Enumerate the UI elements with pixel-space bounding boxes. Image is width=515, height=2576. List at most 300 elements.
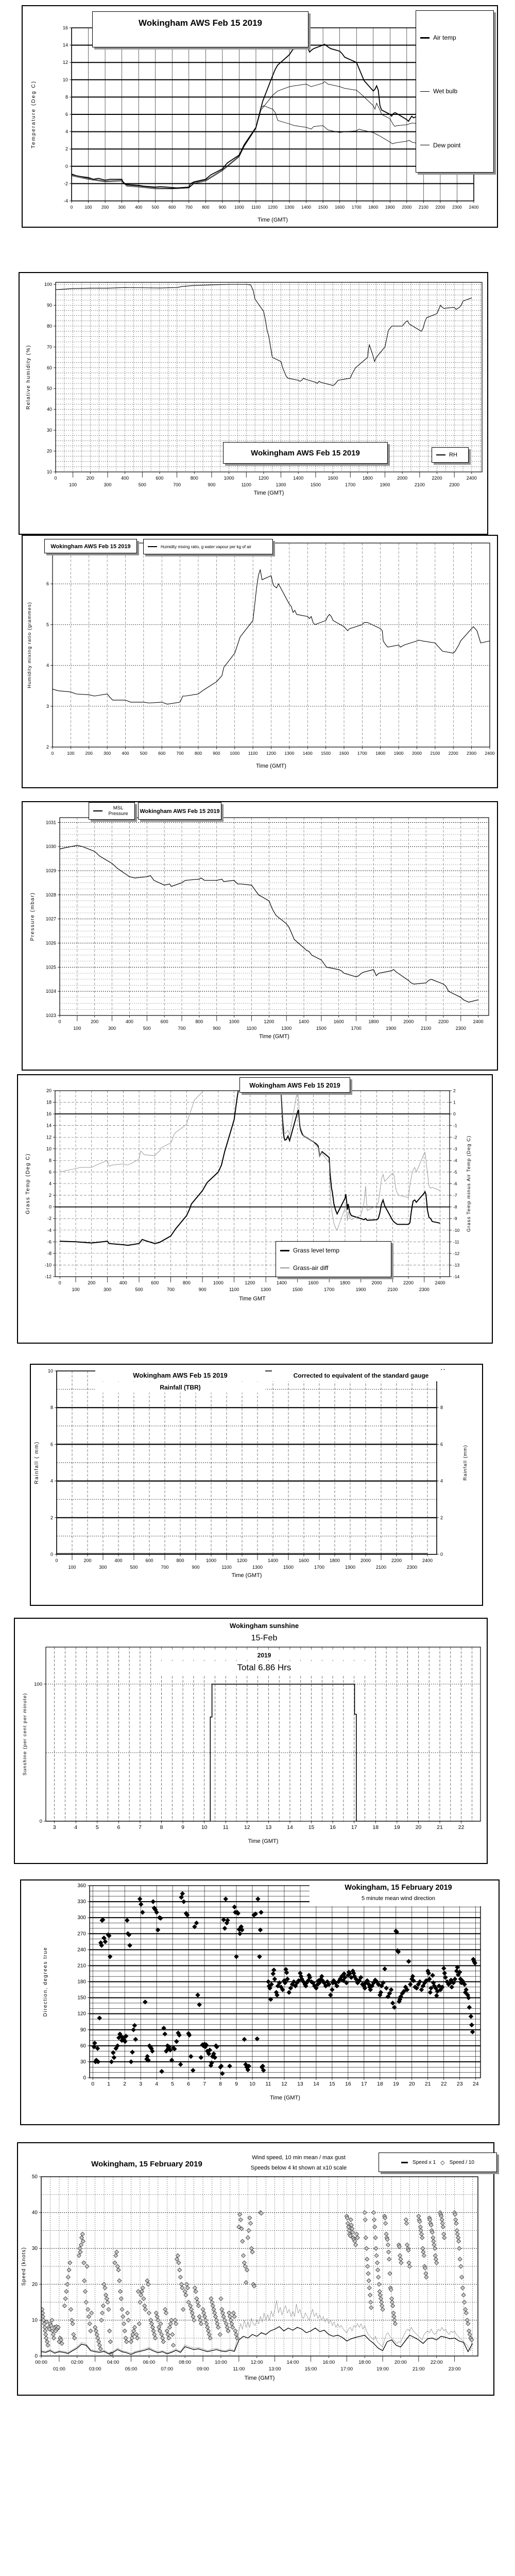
svg-text:1800: 1800 (329, 1558, 340, 1563)
svg-text:2300: 2300 (455, 1026, 466, 1031)
svg-text:16: 16 (62, 25, 68, 30)
svg-text:18: 18 (376, 2081, 383, 2087)
svg-text:20: 20 (46, 448, 52, 454)
svg-text:1028: 1028 (45, 892, 56, 897)
svg-text:15:00: 15:00 (304, 2366, 317, 2372)
svg-text:1700: 1700 (314, 1565, 325, 1570)
svg-text:-8: -8 (453, 1204, 457, 1210)
svg-text:-4: -4 (63, 198, 68, 204)
svg-text:1: 1 (453, 1099, 456, 1105)
svg-text:1000: 1000 (224, 476, 234, 481)
year-label: 2019 (161, 1651, 367, 1660)
svg-text:1900: 1900 (380, 482, 390, 487)
svg-text:10: 10 (62, 77, 68, 82)
chart-title: Wokingham, 15 February 2019 (62, 2158, 232, 2171)
svg-text:Grass Temp minus Air Temp (Deg: Grass Temp minus Air Temp (Deg C) (466, 1135, 472, 1232)
svg-text:120: 120 (77, 2011, 86, 2017)
svg-text:1000: 1000 (205, 1558, 217, 1563)
svg-text:18: 18 (372, 1824, 379, 1831)
svg-text:18:00: 18:00 (358, 2360, 371, 2365)
svg-text:500: 500 (138, 482, 146, 487)
svg-text:100: 100 (44, 282, 52, 287)
svg-text:0: 0 (39, 1819, 42, 1824)
svg-text:2400: 2400 (473, 1019, 484, 1024)
svg-text:20: 20 (415, 1824, 422, 1831)
svg-text:1600: 1600 (308, 1280, 319, 1285)
svg-text:Humidity mixing ratio (grammes: Humidity mixing ratio (grammes) (27, 602, 32, 688)
svg-text:1700: 1700 (324, 1287, 335, 1292)
svg-text:4: 4 (155, 2081, 159, 2087)
svg-text:900: 900 (198, 1287, 207, 1292)
svg-text:200: 200 (85, 751, 93, 756)
svg-text:1023: 1023 (45, 1013, 56, 1018)
svg-text:14: 14 (287, 1824, 293, 1831)
svg-text:1100: 1100 (221, 1565, 232, 1570)
svg-text:17: 17 (351, 1824, 357, 1831)
svg-text:60: 60 (46, 365, 52, 370)
sunshine-chart (14, 1618, 488, 1864)
svg-text:0: 0 (440, 1552, 443, 1557)
svg-text:14:00: 14:00 (286, 2360, 299, 2365)
svg-text:400: 400 (125, 1019, 133, 1024)
svg-text:1900: 1900 (393, 751, 404, 756)
svg-text:1500: 1500 (321, 751, 331, 756)
svg-text:1025: 1025 (45, 964, 56, 970)
svg-text:1300: 1300 (284, 205, 295, 210)
svg-text:240: 240 (77, 1947, 86, 1953)
svg-text:21:00: 21:00 (412, 2366, 425, 2372)
svg-text:60: 60 (80, 2043, 86, 2049)
legend-item (416, 88, 493, 95)
grass-temp-line-icon (280, 1250, 289, 1251)
svg-text:0: 0 (55, 1558, 58, 1563)
svg-text:-5: -5 (453, 1169, 457, 1175)
svg-text:30: 30 (31, 2246, 38, 2252)
svg-text:300: 300 (104, 751, 111, 756)
svg-text:0: 0 (35, 2353, 38, 2359)
svg-text:02:00: 02:00 (71, 2360, 83, 2365)
svg-text:Time (GMT): Time (GMT) (231, 1572, 262, 1579)
svg-text:2000: 2000 (371, 1280, 382, 1285)
svg-text:100: 100 (73, 1026, 81, 1031)
svg-text:1200: 1200 (266, 751, 276, 756)
svg-text:6: 6 (50, 1442, 53, 1447)
svg-text:8: 8 (65, 94, 68, 100)
svg-text:1400: 1400 (276, 1280, 287, 1285)
svg-text:1200: 1200 (258, 476, 269, 481)
svg-text:10: 10 (201, 1824, 208, 1831)
svg-text:1027: 1027 (45, 916, 56, 922)
correction-note: Corrected to equivalent of the standard gauge (272, 1370, 450, 1381)
svg-text:700: 700 (167, 1287, 175, 1292)
svg-text:1: 1 (107, 2081, 111, 2087)
svg-text:-9: -9 (453, 1216, 457, 1222)
svg-text:1600: 1600 (328, 476, 338, 481)
svg-text:2200: 2200 (403, 1280, 414, 1285)
legend-label: Wet bulb (433, 88, 458, 95)
svg-text:1600: 1600 (339, 751, 349, 756)
svg-text:03:00: 03:00 (89, 2366, 101, 2372)
svg-text:400: 400 (122, 751, 129, 756)
svg-text:9: 9 (235, 2081, 238, 2087)
svg-text:400: 400 (121, 476, 129, 481)
air-temp-line-icon (420, 37, 430, 39)
pressure-chart (22, 801, 498, 1071)
svg-text:100: 100 (34, 1681, 42, 1687)
svg-text:900: 900 (213, 751, 220, 756)
svg-text:1900: 1900 (355, 1287, 366, 1292)
svg-text:12: 12 (62, 60, 68, 65)
legend-item (416, 142, 493, 149)
svg-text:2200: 2200 (435, 205, 445, 210)
svg-text:22:00: 22:00 (430, 2360, 443, 2365)
svg-text:-2: -2 (47, 1216, 52, 1222)
svg-text:300: 300 (99, 1565, 107, 1570)
svg-text:-10: -10 (44, 1262, 52, 1268)
legend-label: Speed x 1 (413, 2159, 436, 2165)
svg-text:Direction, degrees true: Direction, degrees true (43, 1946, 48, 2017)
svg-text:1800: 1800 (339, 1280, 350, 1285)
svg-text:1100: 1100 (251, 205, 261, 210)
svg-text:2400: 2400 (466, 476, 477, 481)
svg-text:300: 300 (108, 1026, 116, 1031)
legend-label: Air temp (433, 34, 456, 42)
svg-text:2: 2 (48, 1193, 52, 1198)
legend-label: Humidity mixing ratio, g water vapour per kg of air (161, 544, 252, 549)
svg-text:Relative humidity (%): Relative humidity (%) (26, 345, 31, 410)
svg-text:180: 180 (77, 1979, 86, 1985)
svg-text:1800: 1800 (362, 476, 373, 481)
svg-text:Rainfall (mm): Rainfall (mm) (462, 1445, 468, 1481)
svg-text:900: 900 (208, 482, 216, 487)
svg-text:Time (GMT): Time (GMT) (248, 1838, 279, 1844)
svg-text:6: 6 (65, 112, 68, 117)
svg-text:20: 20 (31, 2281, 38, 2287)
svg-text:2000: 2000 (360, 1558, 371, 1563)
speed-legend (379, 2153, 497, 2172)
svg-text:500: 500 (151, 205, 159, 210)
svg-text:23:00: 23:00 (448, 2366, 461, 2372)
svg-text:1200: 1200 (236, 1558, 248, 1563)
svg-text:12: 12 (46, 1134, 52, 1140)
svg-text:700: 700 (176, 751, 184, 756)
svg-text:900: 900 (192, 1565, 200, 1570)
temperature-chart (22, 5, 498, 228)
svg-text:2200: 2200 (448, 751, 458, 756)
svg-text:6: 6 (117, 1824, 121, 1831)
svg-text:1100: 1100 (246, 1026, 257, 1031)
svg-text:800: 800 (195, 1019, 203, 1024)
svg-text:Time GMT: Time GMT (239, 1296, 266, 1302)
chart-subtitle: 5 minute mean wind direction (361, 1895, 436, 1902)
svg-text:24: 24 (472, 2081, 479, 2087)
svg-text:2: 2 (440, 1515, 443, 1520)
svg-text:12:00: 12:00 (250, 2360, 263, 2365)
legend-label: Speed / 10 (449, 2159, 474, 2165)
svg-text:2000: 2000 (397, 476, 408, 481)
speed-notes (224, 2153, 373, 2174)
svg-text:4: 4 (74, 1824, 78, 1831)
svg-text:1400: 1400 (267, 1558, 279, 1563)
svg-text:2300: 2300 (406, 1565, 418, 1570)
svg-text:-3: -3 (453, 1146, 457, 1151)
svg-text:100: 100 (72, 1287, 80, 1292)
svg-text:2400: 2400 (485, 751, 495, 756)
svg-text:-11: -11 (453, 1239, 459, 1245)
svg-text:200: 200 (88, 1280, 96, 1285)
svg-text:1026: 1026 (45, 940, 56, 946)
svg-text:1100: 1100 (229, 1287, 239, 1292)
svg-text:14: 14 (313, 2081, 319, 2087)
svg-text:1400: 1400 (293, 476, 304, 481)
legend-label: Grass-air diff (293, 1264, 329, 1272)
chart-title-block (310, 1882, 487, 1906)
svg-text:1900: 1900 (385, 205, 395, 210)
svg-text:12: 12 (244, 1824, 250, 1831)
wind-speed-chart (17, 2142, 494, 2396)
pressure-line-icon (93, 810, 102, 811)
svg-text:2000: 2000 (402, 205, 412, 210)
svg-text:70: 70 (46, 344, 52, 350)
chart-title: Wokingham AWS Feb 15 2019 (239, 1077, 350, 1093)
svg-text:360: 360 (77, 1883, 86, 1889)
svg-text:2: 2 (65, 146, 68, 152)
svg-text:-13: -13 (453, 1262, 460, 1268)
svg-text:50: 50 (31, 2174, 38, 2180)
svg-text:16: 16 (330, 1824, 336, 1831)
svg-text:300: 300 (104, 482, 112, 487)
legend-item (276, 1247, 391, 1254)
svg-text:700: 700 (185, 205, 193, 210)
svg-text:0: 0 (91, 2081, 95, 2087)
svg-text:8: 8 (50, 1405, 53, 1411)
svg-text:100: 100 (68, 1565, 76, 1570)
speed-note-2: Speeds below 4 kt shown at x10 scale (250, 2165, 347, 2171)
svg-text:-14: -14 (453, 1274, 460, 1279)
svg-text:8: 8 (48, 1158, 52, 1163)
svg-text:1030: 1030 (45, 844, 56, 850)
svg-text:300: 300 (77, 1915, 86, 1921)
svg-text:-4: -4 (453, 1158, 457, 1163)
svg-text:8: 8 (219, 2081, 222, 2087)
svg-text:4: 4 (440, 1478, 443, 1484)
svg-text:-12: -12 (44, 1274, 52, 1279)
svg-text:1300: 1300 (284, 751, 295, 756)
svg-text:30: 30 (46, 428, 52, 433)
svg-text:2300: 2300 (419, 1287, 430, 1292)
svg-text:330: 330 (77, 1899, 86, 1905)
svg-text:Temperature (Deg C): Temperature (Deg C) (31, 80, 37, 148)
svg-text:1700: 1700 (345, 482, 356, 487)
svg-text:19:00: 19:00 (376, 2366, 389, 2372)
svg-text:600: 600 (151, 1280, 159, 1285)
svg-text:6: 6 (187, 2081, 190, 2087)
svg-text:800: 800 (176, 1558, 184, 1563)
svg-text:700: 700 (161, 1565, 169, 1570)
svg-text:800: 800 (202, 205, 210, 210)
svg-text:1800: 1800 (368, 205, 379, 210)
svg-text:1700: 1700 (357, 751, 367, 756)
wet-bulb-line-icon (420, 91, 430, 92)
legend-label: MSL Pressure (108, 805, 128, 817)
svg-text:6: 6 (46, 581, 49, 587)
svg-text:200: 200 (101, 205, 109, 210)
svg-text:900: 900 (213, 1026, 221, 1031)
svg-text:1700: 1700 (351, 1026, 362, 1031)
svg-text:4: 4 (46, 663, 49, 668)
sunshine-total: Total 6.86 Hrs (161, 1661, 367, 1674)
svg-text:1500: 1500 (318, 205, 328, 210)
svg-text:2100: 2100 (414, 482, 425, 487)
svg-text:21: 21 (424, 2081, 431, 2087)
svg-text:2: 2 (453, 1088, 456, 1093)
svg-text:1000: 1000 (213, 1280, 224, 1285)
svg-text:300: 300 (104, 1287, 112, 1292)
svg-text:1600: 1600 (335, 205, 345, 210)
svg-text:800: 800 (194, 751, 202, 756)
svg-text:5: 5 (95, 1824, 99, 1831)
svg-text:00:00: 00:00 (35, 2360, 47, 2365)
svg-text:80: 80 (46, 323, 52, 329)
svg-text:11:00: 11:00 (233, 2366, 245, 2372)
svg-text:-4: -4 (47, 1227, 52, 1233)
svg-text:10: 10 (47, 1368, 53, 1374)
svg-text:Speed (knots): Speed (knots) (21, 2247, 27, 2286)
svg-text:1400: 1400 (302, 751, 313, 756)
svg-text:400: 400 (135, 205, 143, 210)
svg-text:2100: 2100 (375, 1565, 387, 1570)
svg-text:0: 0 (58, 1280, 61, 1285)
svg-text:2000: 2000 (403, 1019, 414, 1024)
svg-text:11: 11 (222, 1824, 229, 1831)
svg-text:0: 0 (58, 1019, 61, 1024)
svg-text:500: 500 (140, 751, 147, 756)
svg-text:1200: 1200 (268, 205, 278, 210)
mixing-ratio-chart (22, 535, 498, 788)
chart-title: Wokingham sunshine (161, 1621, 367, 1631)
svg-text:-2: -2 (453, 1134, 457, 1140)
svg-text:8: 8 (160, 1824, 163, 1831)
svg-text:100: 100 (67, 751, 75, 756)
svg-text:13: 13 (265, 1824, 272, 1831)
svg-text:07:00: 07:00 (161, 2366, 174, 2372)
svg-text:1200: 1200 (264, 1019, 274, 1024)
svg-text:20: 20 (408, 2081, 415, 2087)
svg-text:10:00: 10:00 (215, 2360, 227, 2365)
svg-text:Rainfall ( mm): Rainfall ( mm) (34, 1441, 40, 1484)
chart-subtitle: Rainfall (TBR) (95, 1382, 265, 1393)
svg-text:1400: 1400 (299, 1019, 310, 1024)
svg-text:1700: 1700 (351, 205, 362, 210)
svg-text:21: 21 (437, 1824, 443, 1831)
svg-text:0: 0 (453, 1111, 456, 1117)
speed-note-1: Wind speed, 10 min mean / max gust (252, 2155, 346, 2161)
legend-label: Dew point (433, 141, 461, 149)
date-label: 15-Feb (161, 1632, 367, 1645)
svg-text:12: 12 (281, 2081, 287, 2087)
svg-text:3: 3 (53, 1824, 56, 1831)
svg-text:100: 100 (69, 482, 77, 487)
svg-text:50: 50 (46, 386, 52, 392)
svg-text:4: 4 (50, 1478, 53, 1484)
svg-text:10: 10 (46, 469, 52, 474)
svg-text:500: 500 (130, 1565, 138, 1570)
legend-label: Grass level temp (293, 1247, 340, 1254)
svg-text:1900: 1900 (386, 1026, 397, 1031)
svg-text:0: 0 (70, 205, 73, 210)
svg-text:1500: 1500 (292, 1287, 303, 1292)
svg-text:200: 200 (83, 1558, 92, 1563)
svg-text:20: 20 (46, 1088, 52, 1093)
svg-text:100: 100 (84, 205, 92, 210)
svg-text:Time (GMT): Time (GMT) (259, 1033, 289, 1040)
svg-text:6: 6 (440, 1442, 443, 1447)
svg-text:2: 2 (123, 2081, 127, 2087)
svg-text:-12: -12 (453, 1250, 460, 1256)
grass-air-diff-line-icon (280, 1267, 289, 1268)
svg-text:16:00: 16:00 (322, 2360, 335, 2365)
svg-text:500: 500 (143, 1026, 151, 1031)
rh-line-icon (436, 454, 445, 455)
svg-text:4: 4 (48, 1181, 52, 1187)
svg-text:210: 210 (77, 1963, 86, 1969)
svg-text:0: 0 (51, 751, 54, 756)
svg-text:600: 600 (156, 476, 164, 481)
svg-text:1100: 1100 (241, 482, 251, 487)
svg-text:40: 40 (46, 406, 52, 412)
svg-text:9: 9 (181, 1824, 185, 1831)
svg-text:200: 200 (86, 476, 94, 481)
svg-text:0: 0 (48, 1204, 52, 1210)
svg-text:Time (GMT): Time (GMT) (253, 490, 284, 496)
svg-text:1300: 1300 (281, 1026, 292, 1031)
svg-text:1400: 1400 (301, 205, 312, 210)
svg-text:-10: -10 (453, 1227, 460, 1233)
svg-text:1300: 1300 (261, 1287, 271, 1292)
svg-text:2300: 2300 (452, 205, 462, 210)
svg-text:1500: 1500 (316, 1026, 327, 1031)
svg-text:2400: 2400 (469, 205, 479, 210)
svg-text:0: 0 (65, 163, 68, 169)
svg-text:2100: 2100 (421, 1026, 432, 1031)
svg-text:7: 7 (139, 1824, 142, 1831)
svg-text:400: 400 (119, 1280, 127, 1285)
speed-line-icon (401, 2162, 408, 2163)
svg-text:17:00: 17:00 (340, 2366, 353, 2372)
svg-text:2000: 2000 (412, 751, 422, 756)
svg-text:13: 13 (297, 2081, 303, 2087)
svg-text:1900: 1900 (345, 1565, 356, 1570)
rh-legend (432, 447, 469, 463)
svg-text:8: 8 (440, 1405, 443, 1411)
legend-item (276, 1264, 391, 1272)
svg-text:06:00: 06:00 (143, 2360, 156, 2365)
svg-text:-1: -1 (453, 1123, 457, 1128)
temperature-legend (416, 10, 494, 173)
svg-text:0: 0 (83, 2075, 86, 2081)
svg-text:1300: 1300 (252, 1565, 263, 1570)
rainfall-chart (30, 1364, 483, 1606)
svg-text:2200: 2200 (438, 1019, 449, 1024)
svg-text:-6: -6 (47, 1239, 52, 1245)
svg-text:23: 23 (456, 2081, 463, 2087)
svg-text:1029: 1029 (45, 868, 56, 874)
svg-text:1800: 1800 (368, 1019, 379, 1024)
svg-text:0: 0 (50, 1552, 53, 1557)
svg-text:14: 14 (46, 1123, 52, 1128)
svg-text:2: 2 (50, 1515, 53, 1520)
mixing-ratio-line-icon (148, 546, 157, 547)
